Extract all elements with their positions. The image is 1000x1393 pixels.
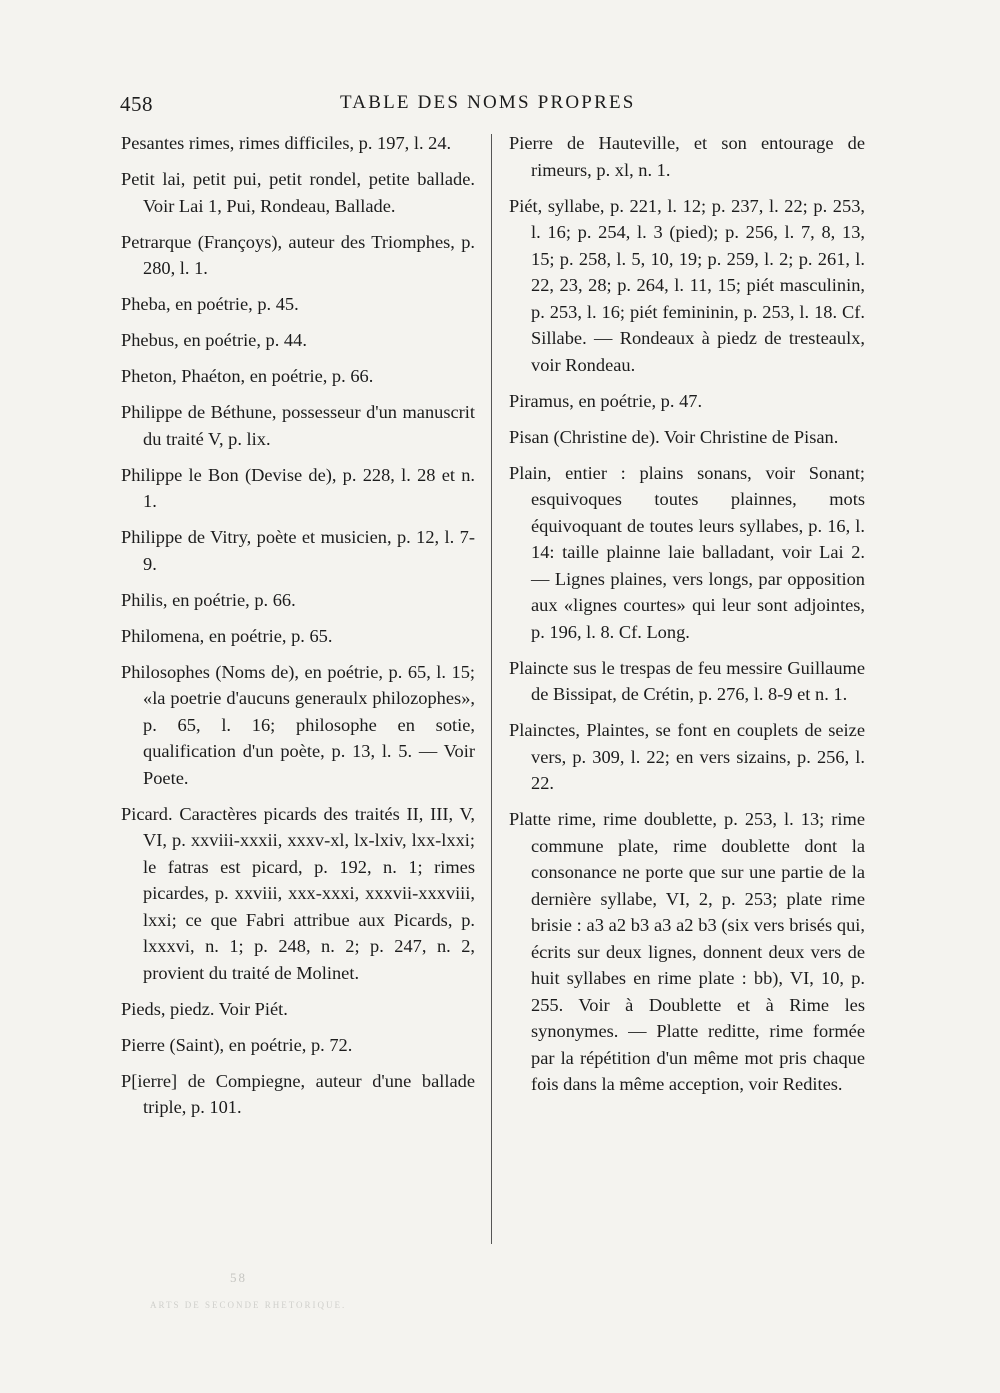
column-divider (491, 134, 492, 1244)
index-entry: Platte rime, rime doublette, p. 253, l. 13; rime commune plate, rime doublette dont la consonance ne porte que sur une partie de la dernière syllabe, VI, 2, p. 253; plate rime brisie : a3 a2 b3 a3 a2 b3 (six vers brisés qui, écrits sur deux lignes, donnent deux vers de huit syllabes en rime plate : bb), VI, 10, p. 255. Voir à Doublette et à Rime les synonymes. — Platte reditte, rime formée par la répétition d'un même mot pris chaque fois dans la même acception, voir Redites. (509, 809, 865, 1094)
index-entry: Pesantes rimes, rimes difficiles, p. 197, l. 24. (121, 133, 452, 153)
index-entry: Philis, en poétrie, p. 66. (121, 589, 296, 610)
index-entry: Picard. Caractères picards des traités II, III, V, VI, p. xxviii-xxxii, xxxv-xl, lx-lxiv, lxx-lxxi; le fatras est picard, p. 192, n. 1; rimes picardes, p. xxviii, xxx-xxxi, xxxvii-xxxviii, lxxi; ce que Fabri attribue aux Picards, p. lxxxvi, n. 1; p. 248, n. 2; p. 247, n. 2, provient du traité de Molinet. (121, 803, 475, 983)
index-entry: Plaincte sus le trespas de feu messire Guillaume de Bissipat, de Crétin, p. 276, l. 8-9 et n. 1. (509, 657, 865, 704)
index-entry: Pisan (Christine de). Voir Christine de Pisan. (509, 426, 839, 447)
index-entry: Piramus, en poétrie, p. 47. (509, 390, 703, 411)
bleed-through-folio: 58 (230, 1270, 247, 1285)
running-head: TABLE DES NOMS PROPRES (340, 92, 636, 113)
index-column-left (121, 130, 475, 1130)
index-entry: Philomena, en poétrie, p. 65. (121, 625, 333, 646)
index-entry: P[ierre] de Compiegne, auteur d'une ballade triple, p. 101. (121, 1070, 475, 1117)
index-entry: Petit lai, petit pui, petit rondel, petite ballade. Voir Lai 1, Pui, Rondeau, Ballade. (121, 169, 475, 216)
index-entry: Philippe de Vitry, poète et musicien, p. 12, l. 7-9. (121, 527, 475, 574)
index-entry: Pheba, en poétrie, p. 45. (121, 294, 299, 314)
index-entry: Piét, syllabe, p. 221, l. 12; p. 237, l. 22; p. 253, l. 16; p. 254, l. 3 (pied); p. 256, l. 7, 8, 13, 15; p. 258, l. 5, 10, 19; p. 259, l. 2; p. 261, l. 22, 23, 28; p. 264, l. 11, 15; piét masculinin, p. 253, l. 16; piét femininin, p. 253, l. 18. Cf. Sillabe. — Rondeaux à piedz de tresteaulx, voir Rondeau. (509, 195, 865, 375)
index-entry: Pierre de Hauteville, et son entourage de rimeurs, p. xl, n. 1. (509, 133, 865, 180)
index-entry: Philippe le Bon (Devise de), p. 228, l. 28 et n. 1. (121, 464, 475, 511)
index-entry: Pheton, Phaéton, en poétrie, p. 66. (121, 366, 374, 386)
index-entry: Plain, entier : plains sonans, voir Sonant; esquivoques toutes plainnes, mots équivoquant de toutes leurs syllabes, p. 16, l. 14: taille plainne laie balladant, voir Lai 2. — Lignes plaines, vers longs, par opposition aux «lignes courtes» qui leur sont adjointes, p. 196, l. 8. Cf. Long. (509, 462, 865, 642)
index-entry: Petrarque (Françoys), auteur des Triomphes, p. 280, l. 1. (121, 231, 475, 278)
index-entry: Philippe de Béthune, possesseur d'un manuscrit du traité V, p. lix. (121, 402, 475, 449)
index-entry: Plainctes, Plaintes, se font en couplets de seize vers, p. 309, l. 22; en vers sizains, p. 256, l. 22. (509, 720, 865, 793)
page-number: 458 (120, 92, 153, 116)
index-entry: Pierre (Saint), en poétrie, p. 72. (121, 1034, 353, 1055)
index-entry: Pieds, piedz. Voir Piét. (121, 998, 288, 1019)
bleed-through-imprint: ARTS DE SECONDE RHETORIQUE. (150, 1300, 347, 1310)
index-column-right (509, 130, 865, 1107)
index-entry: Phebus, en poétrie, p. 44. (121, 330, 307, 350)
index-entry: Philosophes (Noms de), en poétrie, p. 65, l. 15; «la poetrie d'aucuns generaulx philozophes», p. 65, l. 16; philosophe en sotie, qualification d'un poète, p. 13, l. 5. — Voir Poete. (121, 661, 475, 788)
